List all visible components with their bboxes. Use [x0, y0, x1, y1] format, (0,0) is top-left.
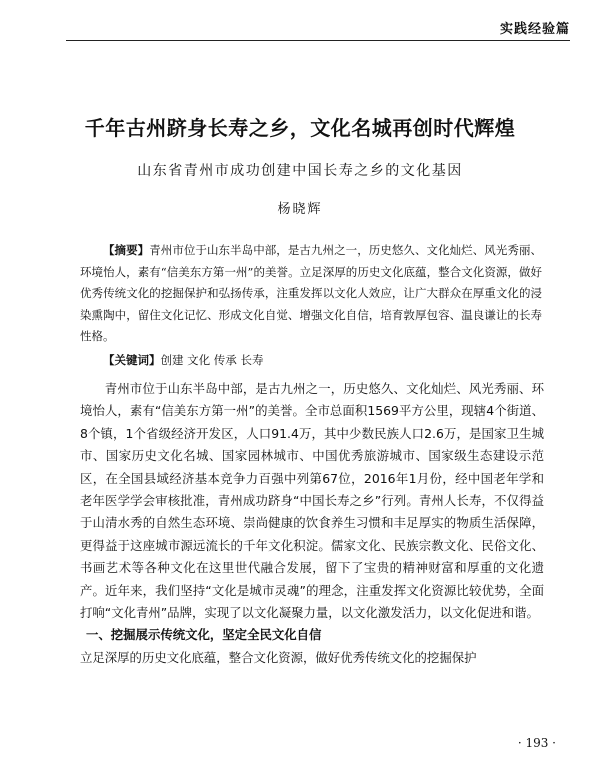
keywords [80, 350, 542, 372]
keywords-label: 【关键词】 [103, 353, 161, 367]
abstract-label: 【摘要】 [103, 243, 150, 257]
abstract [80, 240, 542, 348]
page-number: · 193 · [517, 736, 556, 750]
abstract-text: 青州市位于山东半岛中部，是古九州之一，历史悠久、文化灿烂、风光秀丽、环境怡人，素有“信美东方第一州”的美誉。立足深厚的历史文化底蕴，整合文化资源，做好优秀传统文化的挖掘保护和弘扬传承，注重发挥以文化人效应，让广大群众在厚重文化的浸染熏陶中，留住文化记忆、形成文化自觉、增强文化自信，培育敦厚包容、温良谦让的长寿性格。 [80, 243, 542, 343]
body-paragraph-1: 青州市位于山东半岛中部，是古九州之一，历史悠久、文化灿烂、风光秀丽、环境怡人，素有“信美东方第一州”的美誉。全市总面积1569平方公里，现辖4个街道、8个镇，1个省级经济开发区，人口91.4万，其中少数民族人口2.6万，是国家卫生城市、国家历史文化名城、国家园林城市、中国优秀旅游城市、国家级生态建设示范区，在全国县域经济基本竞争力百强中列第67位，2016年1月份，经中国老年学和老年医学学会审核批准，青州成功跻身“中国长寿之乡”行列。青州人长寿，不仅得益于山清水秀的自然生态环境、崇尚健康的饮食养生习惯和丰足厚实的物质生活保障，更得益于这座城市源远流长的千年文化积淀。儒家文化、民族宗教文化、民俗文化、书画艺术等各种文化在这里世代融合发展，留下了宝贵的精神财富和厚重的文化遗产。近年来，我们坚持“文化是城市灵魂”的理念，注重发挥文化资源比较优势，全面打响“文化青州”品牌，实现了以文化凝聚力量，以文化激发活力，以文化促进和谐。 [80, 381, 544, 621]
running-head: 实践经验篇 [499, 22, 570, 37]
article-author: 杨晓辉 [277, 202, 323, 217]
article-subtitle: 山东省青州市成功创建中国长寿之乡的文化基因 [137, 163, 463, 179]
article-title: 千年古州跻身长寿之乡，文化名城再创时代辉煌 [84, 116, 516, 140]
section-heading-1: 一、挖掘展示传统文化，坚定全民文化自信 [86, 627, 322, 643]
header-rule [66, 40, 570, 41]
body-text [80, 378, 544, 669]
keywords-text: 创建 文化 传承 长寿 [160, 353, 264, 367]
body-paragraph-2: 立足深厚的历史文化底蕴，整合文化资源，做好优秀传统文化的挖掘保护 [80, 649, 477, 665]
